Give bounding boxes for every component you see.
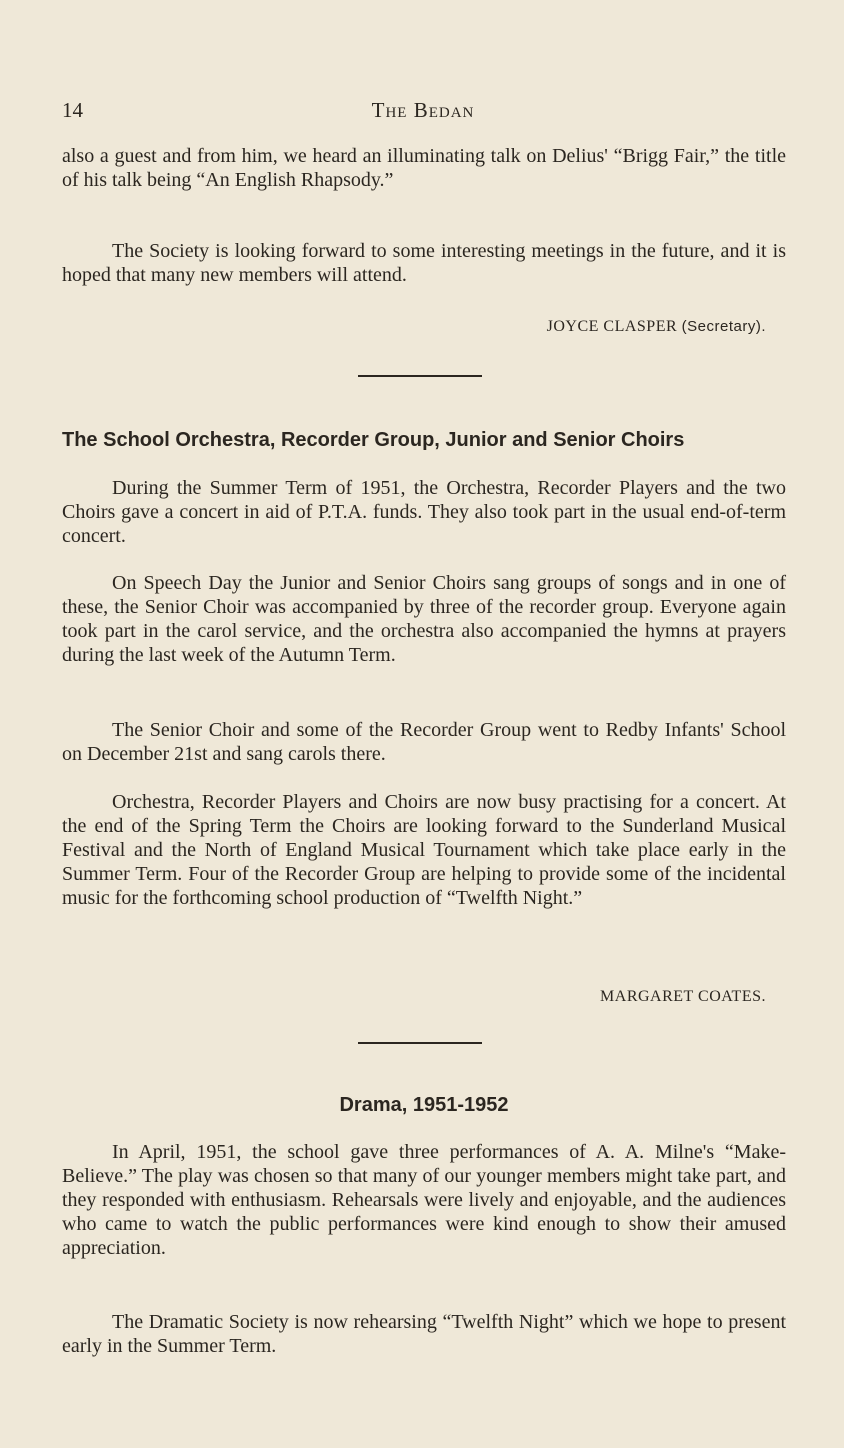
paragraph: also a guest and from him, we heard an illuminating talk on Delius' “Brigg Fair,” the title of his talk being “An English Rhapsody.” [62,145,786,191]
signature-name: JOYCE CLASPER [546,318,678,335]
section-title: Drama, 1951-1952 [339,1094,509,1116]
paragraph: The Society is looking forward to some interesting meetings in the future, and it is hoped that many new members will attend. [62,240,786,286]
paragraph: In April, 1951, the school gave three performances of A. A. Milne's “Make-Believe.” The play was chosen so that many of our younger members might take part, and they responded with enthusiasm. Rehearsals were lively and enjoyable, and the audiences who came to watch the public performances were kind enough to show their amused appreciation. [62,1141,786,1259]
section-divider [358,375,482,377]
section-title: The School Orchestra, Recorder Group, Junior and Senior Choirs [62,429,685,451]
paragraph: During the Summer Term of 1951, the Orchestra, Recorder Players and the two Choirs gave a concert in aid of P.T.A. funds. They also took part in the usual end-of-term concert. [62,477,786,547]
signature [547,318,766,336]
paragraph: The Senior Choir and some of the Recorder Group went to Redby Infants' School on December 21st and sang carols there. [62,719,786,765]
page-header [62,98,784,128]
section-divider [358,1042,482,1044]
paragraph: Orchestra, Recorder Players and Choirs are now busy practising for a concert. At the end of the Spring Term the Choirs are looking forward to the Sunderland Musical Festival and the North of England Musical Tournament which take place early in the Summer Term. Four of the Recorder Group are helping to provide some of the incidental music for the forthcoming school production of “Twelfth Night.” [62,791,786,909]
running-title: The Bedan [371,98,475,122]
page-number: 14 [62,98,83,122]
paragraph: The Dramatic Society is now rehearsing “Twelfth Night” which we hope to present early in the Summer Term. [62,1311,786,1357]
signature-role: (Secretary). [681,318,766,335]
paragraph: On Speech Day the Junior and Senior Choirs sang groups of songs and in one of these, the Senior Choir was accompanied by three of the recorder group. Everyone again took part in the carol service, and the orchestra also accompanied the hymns at prayers during the last week of the Autumn Term. [62,572,786,666]
signature: MARGARET COATES. [600,988,766,1005]
